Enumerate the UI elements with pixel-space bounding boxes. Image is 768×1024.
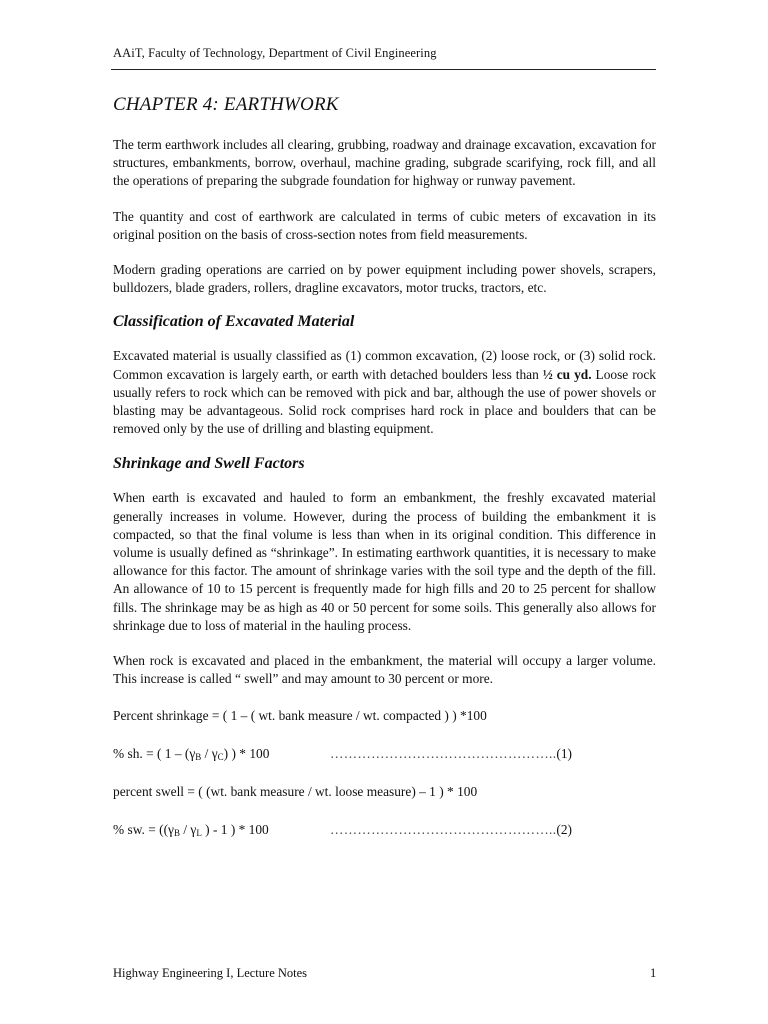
page-footer: Highway Engineering I, Lecture Notes — [113, 966, 308, 980]
sw-eq-dots: ………………………………………….. — [330, 822, 557, 838]
sw-eq-sub-l: L — [196, 828, 202, 839]
sw-eq-sub-b: B — [173, 828, 180, 839]
sw-eq-prefix: % sw. = ((γ — [113, 822, 174, 838]
sw-eq-mid: / γ — [179, 822, 197, 838]
classification-text-2: Loose rock usually refers to rock which can be removed with pick and bar, although the use of power shovels or blasting may be advantageous. Solid rock comprises hard rock in place and boulders that can be removed only by the use of drilling and blasting equipment. — [113, 366, 656, 437]
chapter-title: CHAPTER 4: EARTHWORK — [113, 94, 339, 115]
sw-eq-suffix: ) - 1 ) * 100 — [201, 822, 269, 838]
shrinkage-formula-text: Percent shrinkage = ( 1 – ( wt. bank measure / wt. compacted ) ) *100 — [113, 708, 487, 724]
sh-eq-prefix: % sh. = ( 1 – (γ — [113, 746, 196, 762]
intro-paragraph-2: The quantity and cost of earthwork are calculated in terms of cubic meters of excavation in its original position on the basis of cross-section notes from field measurements. — [113, 208, 656, 242]
page-number: 1 — [650, 966, 657, 980]
swell-equation — [113, 821, 656, 839]
sh-eq-sub-c: C — [217, 752, 224, 763]
classification-paragraph — [113, 347, 656, 438]
sh-eq-number: (1) — [556, 746, 572, 762]
sh-eq-mid: / γ — [201, 746, 218, 762]
page-content — [113, 94, 656, 859]
page-header: AAiT, Faculty of Technology, Department of Civil Engineering — [113, 46, 437, 60]
section-title-classification: Classification of Excavated Material — [113, 313, 355, 331]
sh-eq-sub-b: B — [195, 752, 202, 763]
swell-paragraph: When rock is excavated and placed in the embankment, the material will occupy a larger volume. This increase is called “ swell” and may amount to 30 percent or more. — [113, 653, 656, 687]
shrinkage-paragraph: When earth is excavated and hauled to form an embankment, the freshly excavated material generally increases in volume. However, during the process of building the embankment it is compacted, so that the final volume is less than when in its original condition. This difference in volume is usually defined as “shrinkage”. In estimating earthwork quantities, it is necessary to make allowance for this factor. The amount of shrinkage varies with the soil type and the depth of the fill. An allowance of 10 to 15 percent is frequently made for high fills and 20 to 25 percent for shallow fills. The shrinkage may be as high as 40 or 50 percent for some soils. This generally also allows for shrinkage due to loss of material in the hauling process. — [113, 490, 656, 633]
sh-eq-reference — [330, 745, 572, 763]
sw-eq-reference — [330, 821, 572, 839]
shrinkage-equation — [113, 745, 656, 763]
sh-eq-dots: ………………………………………….. — [330, 746, 557, 762]
classification-text-1: Excavated material is usually classified as (1) common excavation, (2) loose rock, or (3) solid rock. Common excavation is largely earth, or earth with detached boulders less than — [113, 348, 656, 382]
header-rule — [111, 69, 656, 70]
intro-paragraph-1: The term earthwork includes all clearing, grubbing, roadway and drainage excavation, excavation for structures, embankments, borrow, overhaul, machine grading, subgrade scarifying, rock fill, and all the operations of preparing the subgrade foundation for highway or runway pavement. — [113, 137, 656, 189]
sh-eq-suffix: ) ) * 100 — [223, 746, 270, 762]
sw-eq-number: (2) — [556, 822, 572, 838]
intro-paragraph-3: Modern grading operations are carried on by power equipment including power shovels, scrapers, bulldozers, blade graders, rollers, dragline excavators, motor trucks, tractors, etc. — [113, 262, 656, 296]
classification-bold-unit: ½ cu yd. — [542, 366, 592, 382]
swell-formula-text: percent swell = ( (wt. bank measure / wt. loose measure) – 1 ) * 100 — [113, 784, 478, 800]
section-title-shrinkage: Shrinkage and Swell Factors — [113, 455, 305, 473]
